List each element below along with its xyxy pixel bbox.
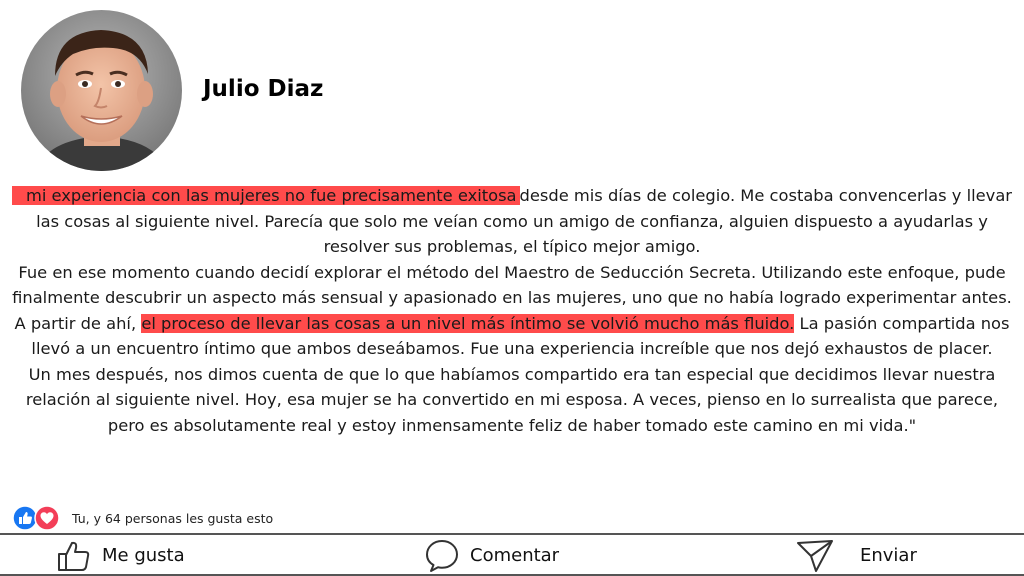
- highlighted-text: mi experiencia con las mujeres no fue precisamente exitosa: [12, 186, 520, 205]
- avatar-portrait: [21, 10, 182, 171]
- author-name[interactable]: Julio Diaz: [203, 76, 324, 102]
- highlighted-text: el proceso de llevar las cosas a un nivel más íntimo se volvió mucho más fluido.: [141, 313, 795, 333]
- send-label: Enviar: [860, 545, 917, 566]
- post-paragraph: [10, 311, 1014, 362]
- post-body: [10, 183, 1014, 438]
- thumbs-up-icon: [56, 539, 92, 573]
- like-button[interactable]: [56, 537, 185, 574]
- paragraph-text: desde mis días de colegio. Me costaba convencerlas y llevar las cosas al siguiente nivel. Parecía que solo me veían como un amigo de confianza, alguien dispuesto a ayudarlas y resolver sus problemas, el típico mejor amigo.: [36, 186, 1012, 256]
- reactions-summary[interactable]: [12, 505, 273, 531]
- comment-icon: [424, 538, 460, 574]
- like-label: Me gusta: [102, 545, 185, 566]
- send-icon: [796, 539, 834, 573]
- comment-button[interactable]: [424, 537, 559, 574]
- action-bar: [0, 537, 1024, 574]
- paragraph-text: A partir de ahí,: [14, 313, 137, 333]
- paragraph-text: La pasión compartida nos llevó a un encuentro íntimo que ambos deseábamos. Fue una experiencia increíble que nos dejó exhaustos de placer.: [31, 313, 1010, 358]
- post-paragraph: Un mes después, nos dimos cuenta de que lo que habíamos compartido era tan especial que decidimos llevar nuestra relación al siguiente nivel. Hoy, esa mujer se ha convertido en mi esposa. A veces, pienso en lo surrealista que parece, pero es absolutamente real y estoy inmensamente feliz de haber tomado este camino en mi vida.": [25, 364, 999, 435]
- send-button[interactable]: [796, 537, 917, 574]
- heart-icon: [34, 505, 60, 531]
- reactions-text: Tu, y 64 personas les gusta esto: [72, 510, 274, 526]
- avatar: [21, 10, 182, 171]
- post-paragraph: [10, 183, 1014, 260]
- comment-label: Comentar: [470, 545, 560, 566]
- post-paragraph: Fue en ese momento cuando decidí explorar el método del Maestro de Seducción Secreta. Utilizando este enfoque, pude finalmente descubrir un aspecto más sensual y apasionado en las mujeres, uno que no había logrado experimentar antes.: [12, 262, 1012, 307]
- divider-top: [0, 533, 1024, 535]
